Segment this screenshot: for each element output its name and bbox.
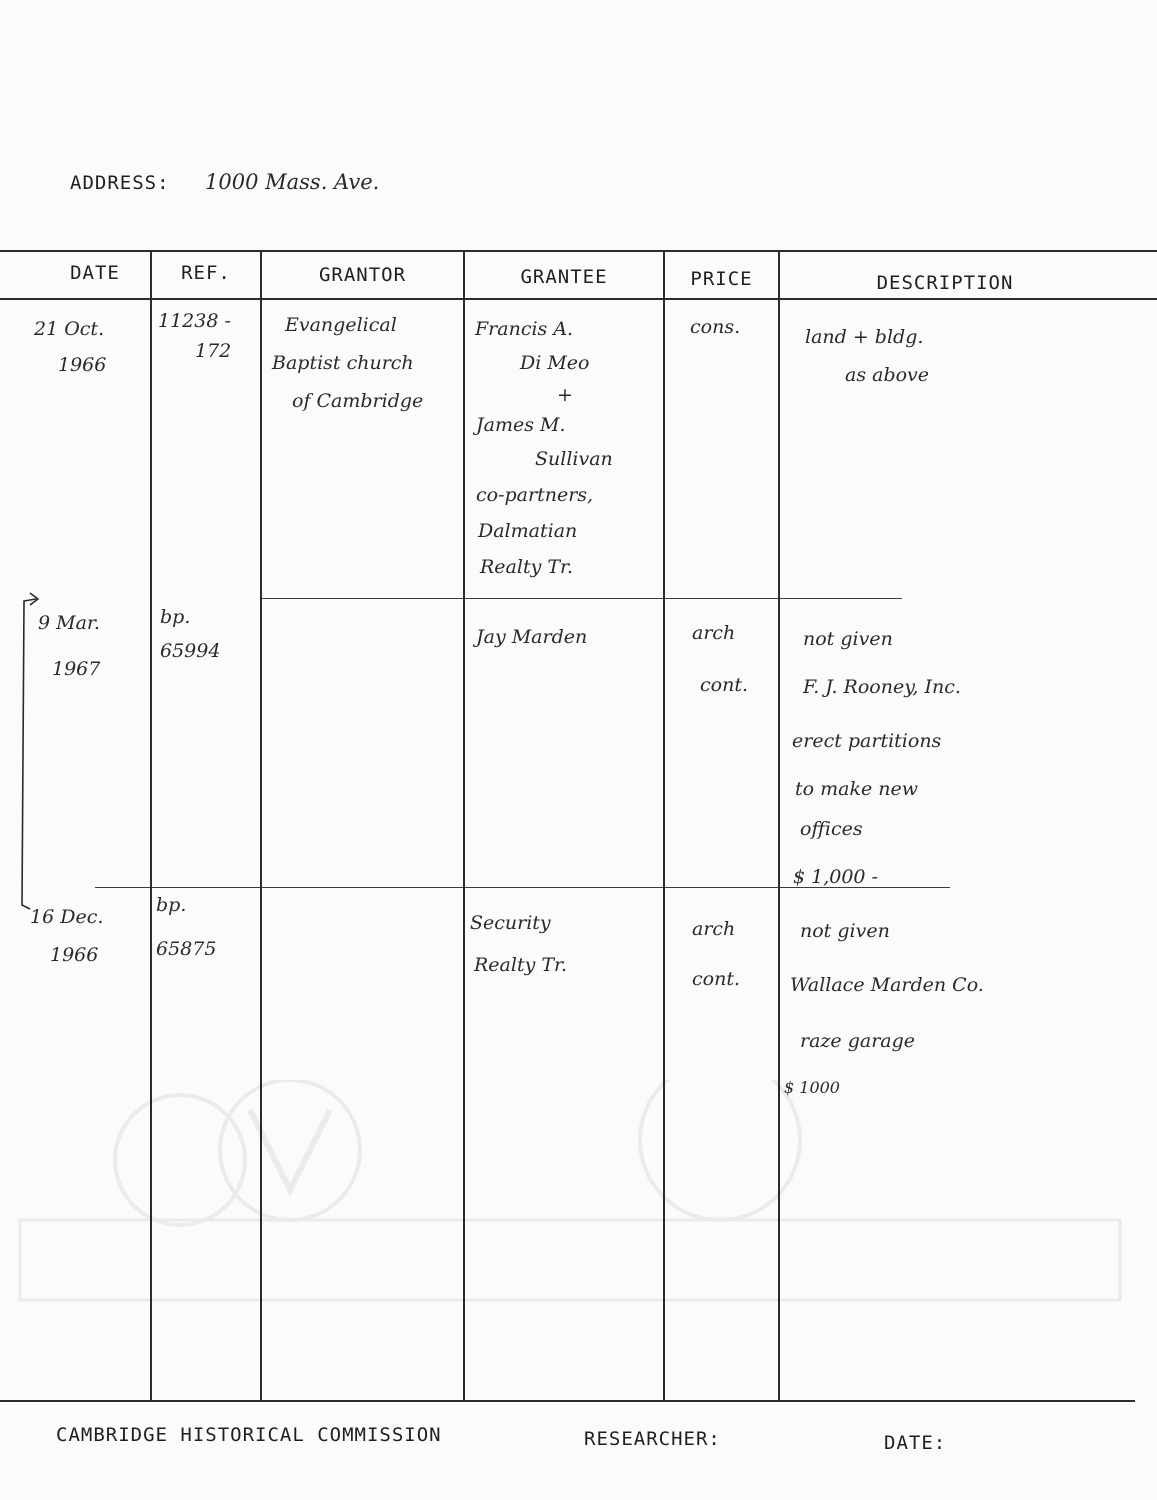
row-divider-1 — [262, 598, 902, 599]
column-rule-1 — [150, 252, 152, 1400]
row3-date-line2: 1966 — [50, 944, 99, 966]
row1-grantor-line1: Evangelical — [285, 314, 397, 336]
row2-description-line1: not given — [803, 628, 893, 650]
row2-date-line1: 9 Mar. — [38, 612, 100, 634]
row2-ref-line2: 65994 — [160, 640, 221, 662]
row1-ref-line2: 172 — [195, 340, 232, 362]
row3-grantee-line1: Security — [470, 912, 551, 934]
row1-grantor-line2: Baptist church — [272, 352, 414, 374]
row3-description-line3: raze garage — [800, 1030, 916, 1052]
researcher-label: RESEARCHER: — [584, 1428, 721, 1450]
watermark-image — [0, 1080, 1157, 1340]
header-bottom-rule — [0, 298, 1157, 300]
row3-price-line2: cont. — [692, 968, 740, 990]
row3-price-line1: arch — [692, 918, 736, 940]
row2-description-line6: $ 1,000 - — [793, 866, 878, 888]
address-label: ADDRESS: — [70, 172, 170, 194]
row2-ref-line1: bp. — [160, 606, 191, 628]
table-top-rule — [0, 250, 1157, 252]
row1-ref-line1: 11238 - — [158, 310, 231, 332]
row2-grantee: Jay Marden — [476, 626, 588, 648]
column-rule-2 — [260, 252, 262, 1400]
row1-description-line2: as above — [845, 364, 930, 386]
row3-description-line1: not given — [800, 920, 890, 942]
row1-grantee-line3: + — [557, 384, 573, 406]
row1-grantor-line3: of Cambridge — [292, 390, 424, 412]
row1-description-line1: land + bldg. — [805, 326, 924, 348]
row3-description-line2: Wallace Marden Co. — [790, 974, 984, 996]
address-value: 1000 Mass. Ave. — [205, 170, 380, 194]
row1-date-line2: 1966 — [58, 354, 107, 376]
row2-description-line2: F. J. Rooney, Inc. — [803, 676, 961, 698]
row1-grantee-line6: co-partners, — [476, 484, 594, 506]
row3-description-line4: $ 1000 — [784, 1078, 840, 1097]
bracket-arrow-icon — [8, 585, 48, 915]
row3-grantee-line2: Realty Tr. — [474, 954, 568, 976]
row3-ref-line2: 65875 — [156, 938, 217, 960]
column-header-price: PRICE — [690, 268, 753, 290]
row2-date-line2: 1967 — [52, 658, 101, 680]
table-bottom-rule — [0, 1400, 1135, 1402]
row1-grantee-line4: James M. — [476, 414, 566, 436]
column-header-date: DATE — [70, 262, 120, 284]
column-header-grantor: GRANTOR — [318, 264, 407, 286]
column-rule-4 — [663, 252, 665, 1400]
row3-ref-line1: bp. — [156, 894, 187, 916]
column-rule-5 — [778, 252, 780, 1400]
row2-description-line4: to make new — [795, 778, 918, 800]
date-label: DATE: — [884, 1432, 947, 1454]
row2-price-line2: cont. — [700, 674, 748, 696]
row1-grantee-line8: Realty Tr. — [480, 556, 574, 578]
row1-grantee-line1: Francis A. — [475, 318, 574, 340]
column-rule-3 — [463, 252, 465, 1400]
row1-grantee-line7: Dalmatian — [478, 520, 578, 542]
column-header-ref: REF. — [181, 262, 231, 284]
row2-description-line5: offices — [800, 818, 863, 840]
row1-grantee-line2: Di Meo — [520, 352, 590, 374]
column-header-grantee: GRANTEE — [520, 266, 608, 288]
commission-name: CAMBRIDGE HISTORICAL COMMISSION — [56, 1424, 442, 1446]
row1-date-line1: 21 Oct. — [34, 318, 105, 340]
row2-description-line3: erect partitions — [792, 730, 942, 752]
column-header-description: DESCRIPTION — [876, 272, 1014, 294]
row3-date-line1: 16 Dec. — [30, 906, 104, 928]
row2-price-line1: arch — [692, 622, 736, 644]
row1-grantee-line5: Sullivan — [535, 448, 613, 470]
row1-price: cons. — [690, 316, 741, 338]
